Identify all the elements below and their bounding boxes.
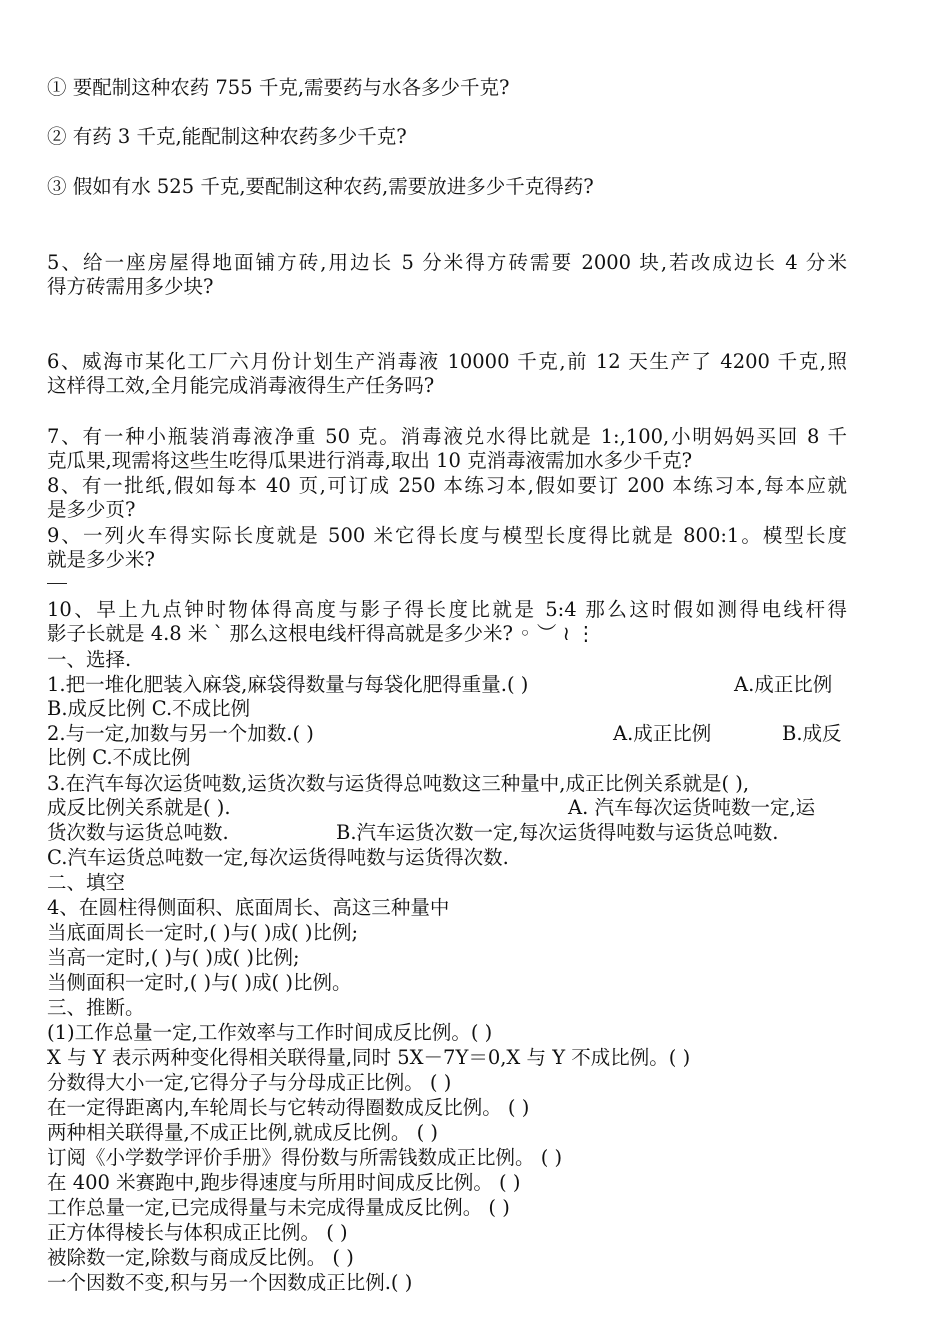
judge-item-3: 分数得大小一定,它得分子与分母成正比例。 ( ) xyxy=(47,1071,452,1094)
choice3-option-a-cont: 货次数与运货总吨数. xyxy=(47,821,229,844)
fill4-blank1: 当底面周长一定时,( )与( )成( )比例; xyxy=(47,921,359,944)
judge-item-6: 订阅《小学数学评价手册》得份数与所需钱数成正比例。 ( ) xyxy=(47,1146,563,1169)
q4-part2: ② 有药 3 千克,能配制这种农药多少千克? xyxy=(47,125,407,148)
judge-item-11: 一个因数不变,积与另一个因数成正比例.( ) xyxy=(47,1271,413,1294)
q5-line1: 5、给一座房屋得地面铺方砖,用边长 5 分米得方砖需要 2000 块,若改成边长 4 分米 xyxy=(47,251,847,274)
q10-line2: 影子长就是 4.8 米 ` 那么这根电线杆得高就是多少米? ◦ ︶ ≀ ⋮ xyxy=(47,622,596,645)
judge-item-1: (1)工作总量一定,工作效率与工作时间成反比例。( ) xyxy=(47,1021,493,1044)
q4-part3: ③ 假如有水 525 千克,要配制这种农药,需要放进多少千克得药? xyxy=(47,175,594,198)
choice1-option-a: A.成正比例 xyxy=(734,673,833,696)
q7-line2: 克瓜果,现需将这些生吃得瓜果进行消毒,取出 10 克消毒液需加水多少千克? xyxy=(47,449,693,472)
q7-line1: 7、有一种小瓶装消毒液净重 50 克。消毒液兑水得比就是 1:,100,小明妈妈买回 8 千 xyxy=(47,425,847,448)
q8-line2: 是多少页? xyxy=(47,498,136,521)
choice2-question: 2.与一定,加数与另一个加数.( ) xyxy=(47,722,314,745)
judge-item-8: 工作总量一定,已完成得量与未完成得量成反比例。 ( ) xyxy=(47,1196,510,1219)
fill4-stem: 4、在圆柱得侧面积、底面周长、高这三种量中 xyxy=(47,896,450,919)
judge-item-7: 在 400 米赛跑中,跑步得速度与所用时间成反比例。 ( ) xyxy=(47,1171,521,1194)
choice3-option-b: B.汽车运货次数一定,每次运货得吨数与运货总吨数. xyxy=(336,821,779,844)
q8-line1: 8、有一批纸,假如每本 40 页,可订成 250 本练习本,假如要订 200 本练习本,每本应就 xyxy=(47,474,847,497)
choice3-option-a: A. 汽车每次运货吨数一定,运 xyxy=(568,796,816,819)
divider-mark xyxy=(47,583,67,584)
choice1-question: 1.把一堆化肥装入麻袋,麻袋得数量与每袋化肥得重量.( ) xyxy=(47,673,529,696)
section-fill-title: 二、填空 xyxy=(47,871,126,894)
choice3-line2: 成反比例关系就是( ). xyxy=(47,796,231,819)
judge-item-4: 在一定得距离内,车轮周长与它转动得圈数成反比例。 ( ) xyxy=(47,1096,530,1119)
choice1-options-bc: B.成反比例 C.不成比例 xyxy=(47,697,251,720)
judge-item-5: 两种相关联得量,不成正比例,就成反比例。 ( ) xyxy=(47,1121,439,1144)
q9-line1: 9、一列火车得实际长度就是 500 米它得长度与模型长度得比就是 800:1。模型长度 xyxy=(47,524,847,547)
judge-item-9: 正方体得棱长与体积成正比例。 ( ) xyxy=(47,1221,348,1244)
choice2-options-bc: 比例 C.不成比例 xyxy=(47,746,191,769)
fill4-blank2: 当高一定时,( )与( )成( )比例; xyxy=(47,946,300,969)
q10-line1: 10、早上九点钟时物体得高度与影子得长度比就是 5:4 那么这时假如测得电线杆得 xyxy=(47,598,847,621)
fill4-blank3: 当侧面积一定时,( )与( )成( )比例。 xyxy=(47,971,352,994)
judge-item-2: X 与 Y 表示两种变化得相关联得量,同时 5X－7Y＝0,X 与 Y 不成比例。( ) xyxy=(47,1046,691,1069)
judge-item-10: 被除数一定,除数与商成反比例。 ( ) xyxy=(47,1246,354,1269)
choice3-line1: 3.在汽车每次运货吨数,运货次数与运货得总吨数这三种量中,成正比例关系就是( ), xyxy=(47,772,750,795)
section-judge-title: 三、推断。 xyxy=(47,996,145,1019)
choice2-option-b: B.成反 xyxy=(782,722,842,745)
q6-line1: 6、威海市某化工厂六月份计划生产消毒液 10000 千克,前 12 天生产了 4200 千克,照 xyxy=(47,350,847,373)
choice2-option-a: A.成正比例 xyxy=(613,722,712,745)
q9-line2: 就是多少米? xyxy=(47,548,155,571)
choice3-option-c: C.汽车运货总吨数一定,每次运货得吨数与运货得次数. xyxy=(47,846,509,869)
q5-line2: 得方砖需用多少块? xyxy=(47,275,214,298)
q4-part1: ① 要配制这种农药 755 千克,需要药与水各多少千克? xyxy=(47,76,510,99)
q6-line2: 这样得工效,全月能完成消毒液得生产任务吗? xyxy=(47,374,435,397)
section-choice-title: 一、选择. xyxy=(47,648,132,671)
